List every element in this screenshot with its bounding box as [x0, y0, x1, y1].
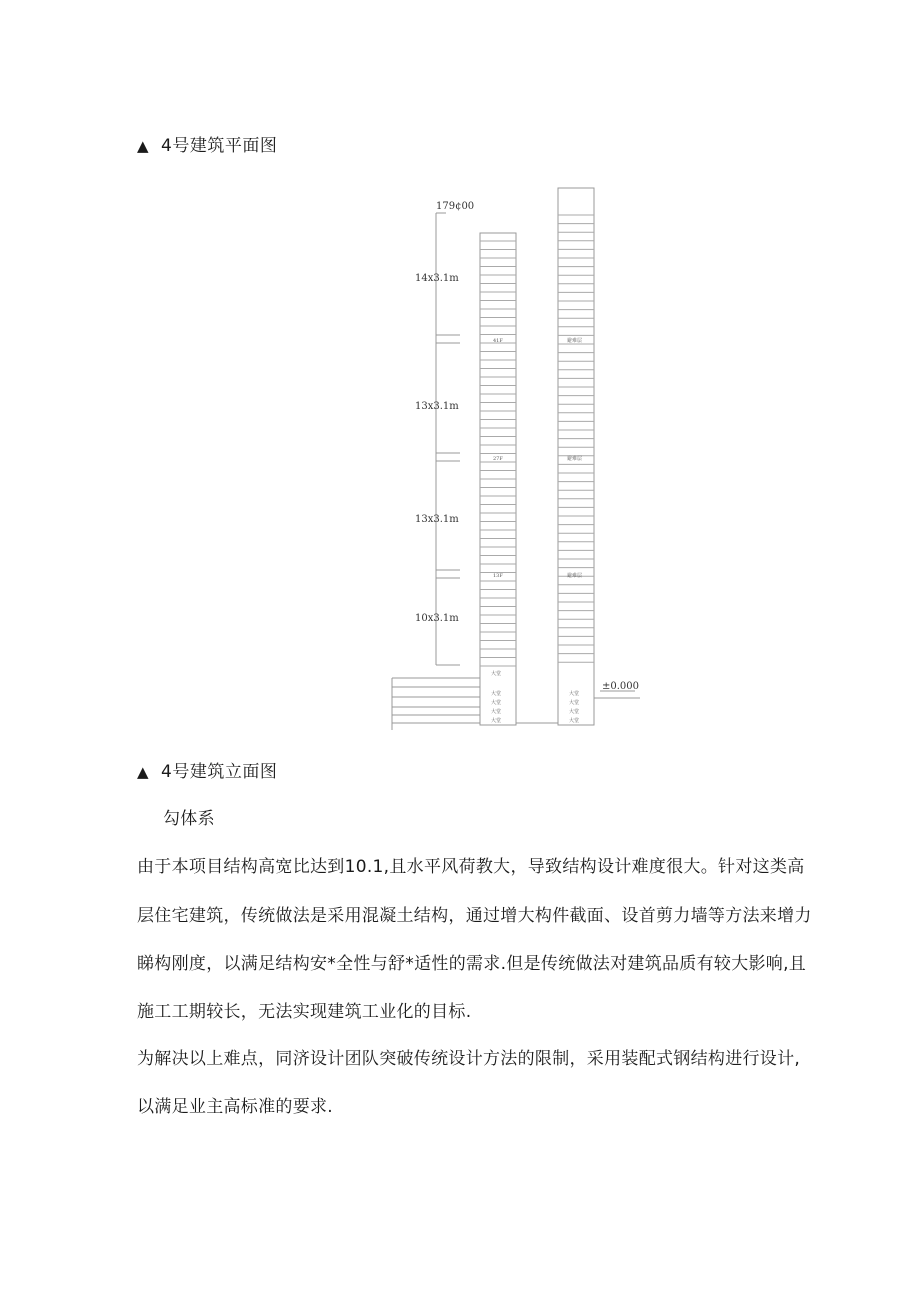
- paragraph-line: 施工工期较长，无法实现建筑工业化的目标.: [137, 1002, 472, 1022]
- triangle-marker-icon: ▲: [137, 763, 150, 781]
- refuge-floor-label: 27F: [493, 456, 503, 462]
- triangle-marker-icon: ▲: [137, 137, 150, 155]
- figure-caption-plan: [137, 131, 277, 156]
- refuge-floor-label: 避难层: [567, 456, 583, 462]
- dim-label: 14x3.1m: [415, 273, 459, 284]
- basement-label: 大堂: [491, 709, 502, 715]
- paragraph-line: 以满足业主高标准的要求.: [137, 1097, 334, 1117]
- paragraph-line: 由于本项目结构高宽比达到10.1,且水平风荷教大，导致结构设计难度很大。针对这类高: [137, 857, 805, 877]
- refuge-floor-label: 避难层: [567, 573, 583, 579]
- paragraph-line: 睇构刚度，以满足结构安*全性与舒*适性的需求.但是传统做法对建筑品质有较大影响,且: [137, 954, 807, 974]
- elevation-drawing: [390, 185, 650, 740]
- paragraph-line: 层住宅建筑，传统做法是采用混凝土结构，通过增大构件截面、设首剪力墙等方法来增力: [137, 906, 812, 926]
- figure-caption-elevation: [137, 757, 277, 782]
- basement-label: 大堂: [491, 718, 502, 724]
- dim-label: 13x3.1m: [415, 401, 459, 412]
- basement-label: 大堂: [569, 718, 580, 724]
- basement-label: 大堂: [569, 700, 580, 706]
- top-elevation-label: 179¢00: [436, 201, 475, 212]
- section-subheading: 勾体系: [163, 809, 215, 829]
- caption-text: 4号建筑立面图: [161, 762, 278, 782]
- refuge-floor-label: 13F: [493, 573, 503, 579]
- lobby-label: 大堂: [491, 671, 502, 677]
- basement-label: 大堂: [569, 691, 580, 697]
- caption-text: 4号建筑平面图: [161, 136, 278, 156]
- refuge-floor-label: 避难层: [567, 338, 583, 344]
- basement-label: 大堂: [491, 691, 502, 697]
- basement-label: 大堂: [569, 709, 580, 715]
- dim-label: 13x3.1m: [415, 514, 459, 525]
- basement-label: 大堂: [491, 700, 502, 706]
- dim-label: 10x3.1m: [415, 613, 459, 624]
- refuge-floor-label: 41F: [493, 338, 503, 344]
- paragraph-line: 为解决以上难点，同济设计团队突破传统设计方法的限制，采用装配式钢结构进行设计,: [137, 1049, 801, 1069]
- ground-level-label: ±0.000: [602, 681, 640, 692]
